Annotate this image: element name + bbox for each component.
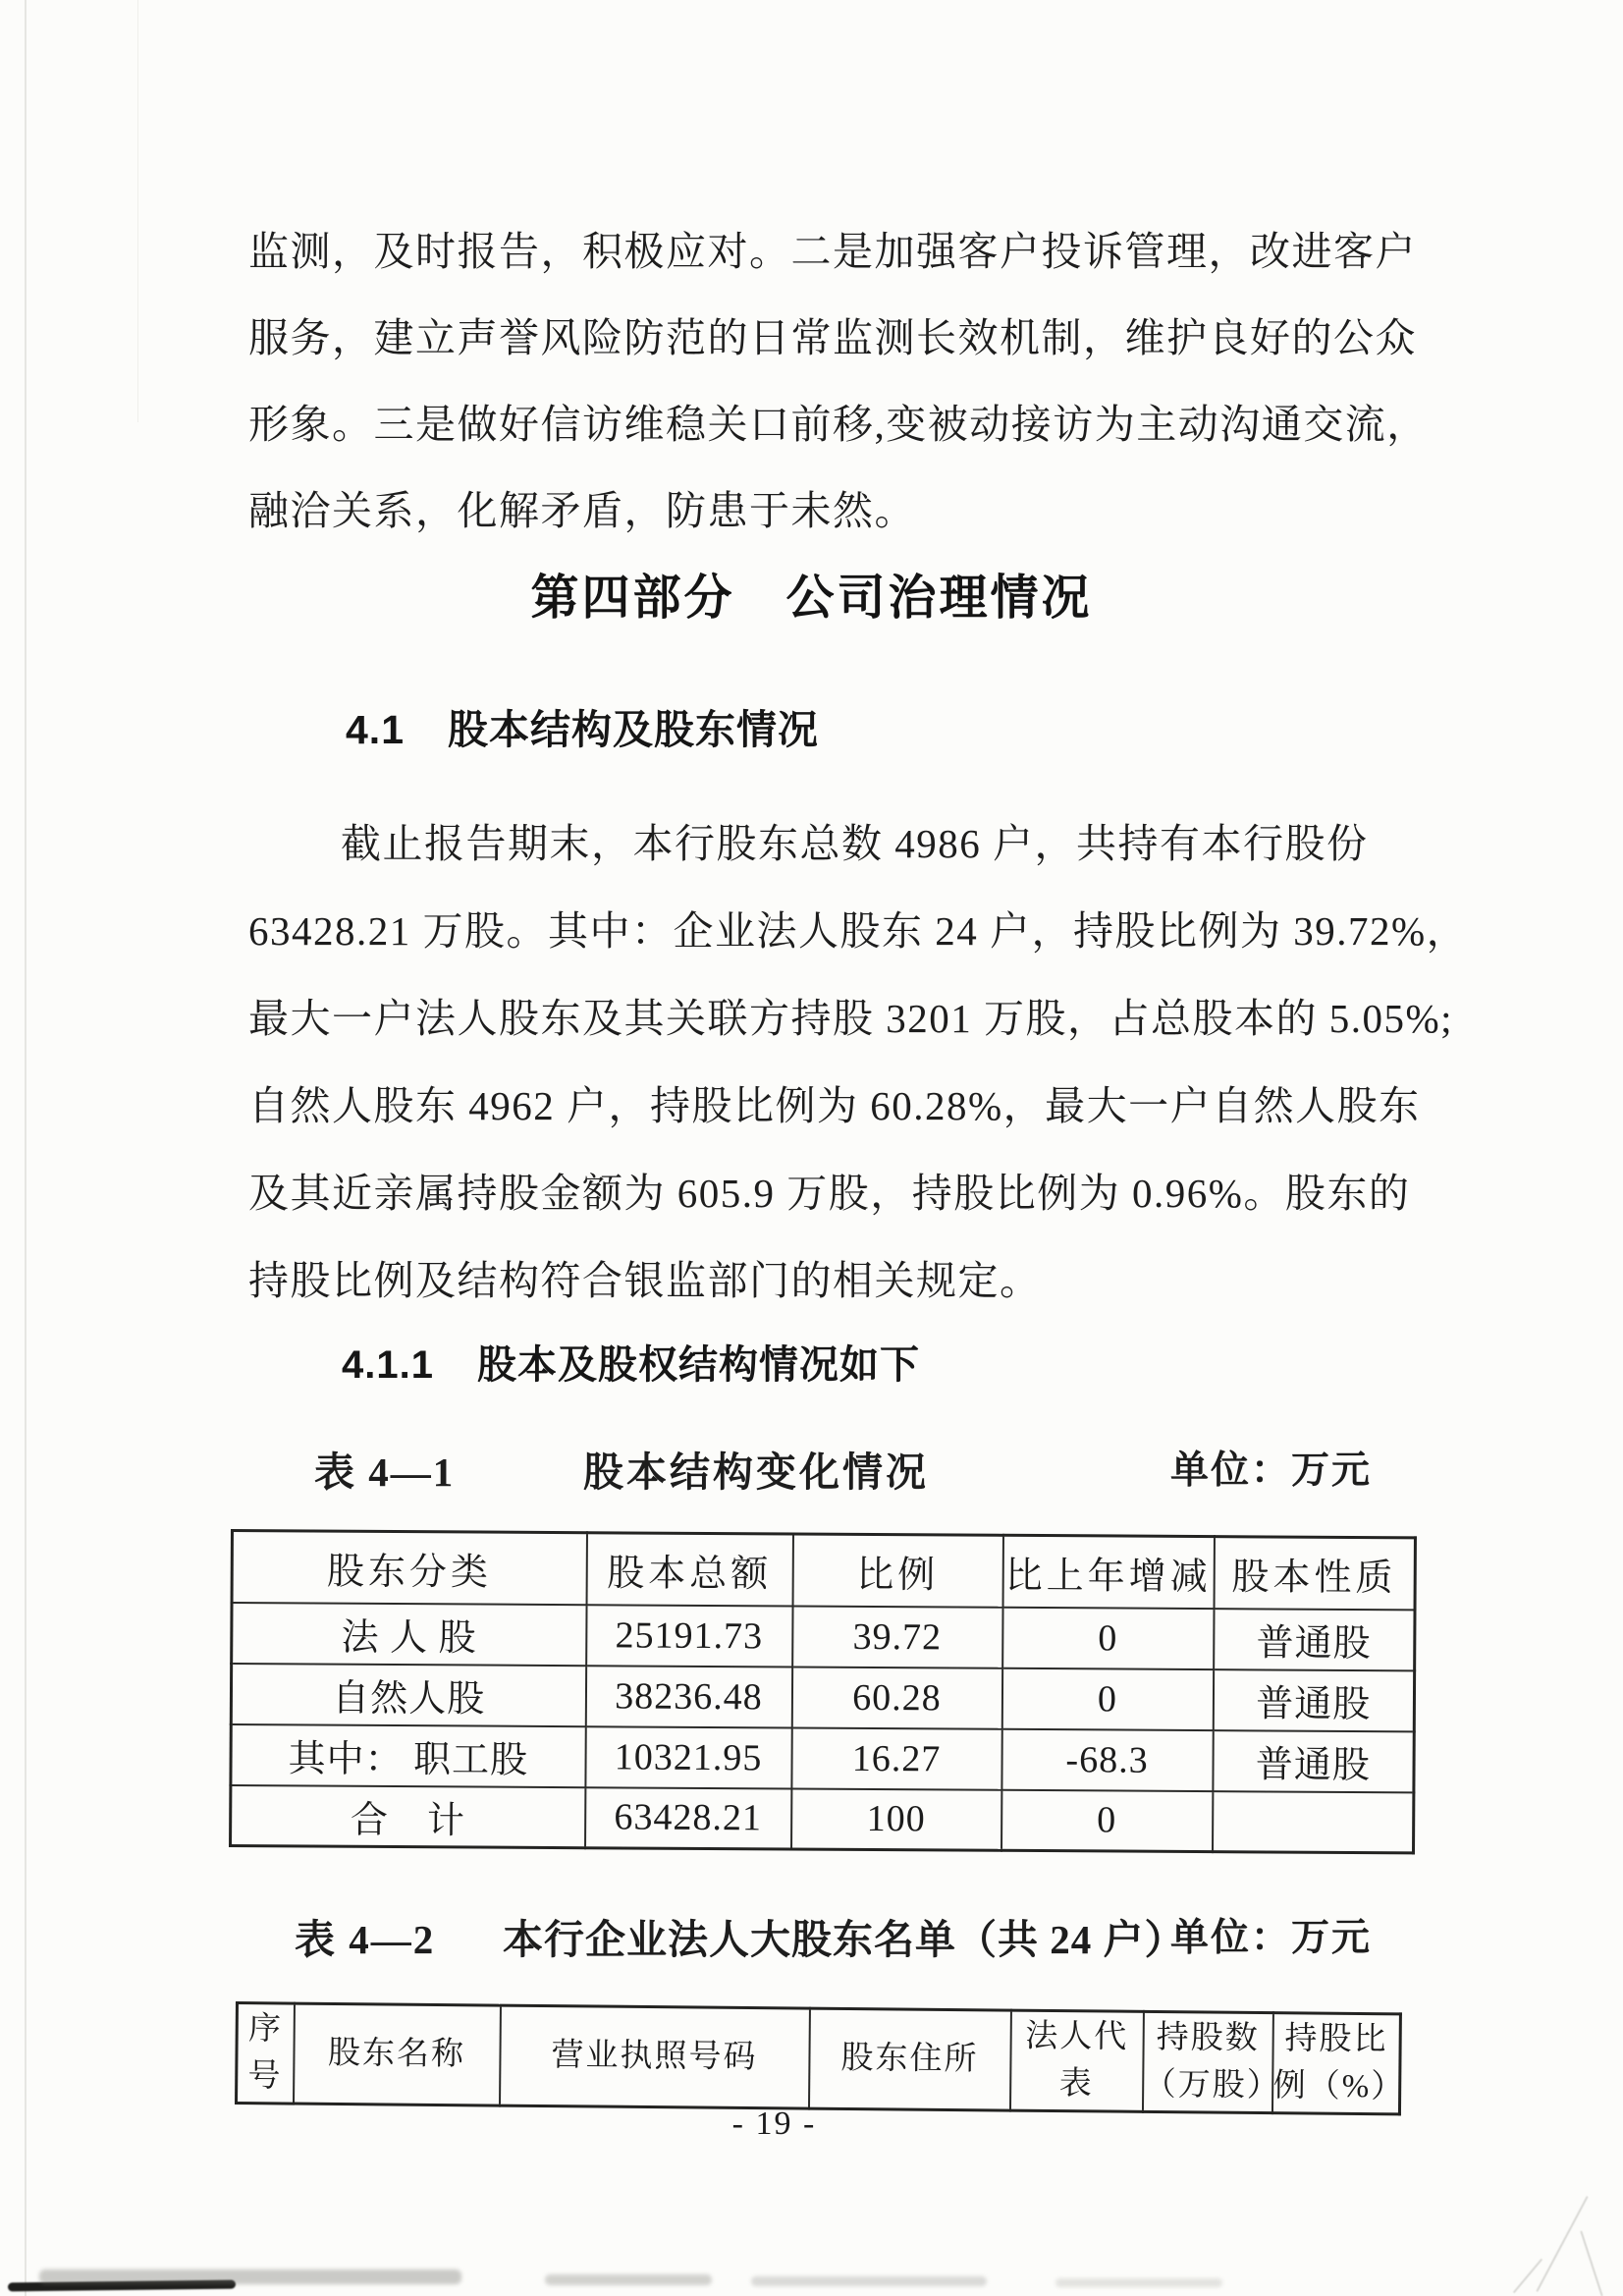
paragraph-risk-measures — [248, 208, 1429, 554]
section-heading-4-1 — [346, 697, 819, 755]
cell: -68.3 — [1001, 1728, 1213, 1790]
col-header: 股本性质 — [1214, 1537, 1415, 1610]
table-row — [231, 1724, 1414, 1792]
section-number: 4.1 — [346, 707, 405, 752]
col-header: 营业执照号码 — [499, 2005, 809, 2108]
cell: 其中： 职工股 — [231, 1724, 585, 1787]
table2-tag: 表 4—2 — [295, 1917, 436, 1962]
scan-artifact-vertical-line — [137, 0, 138, 422]
paragraph-shareholder-stats — [248, 800, 1469, 1325]
cell: 39.72 — [792, 1606, 1002, 1667]
share-structure-table — [229, 1529, 1417, 1854]
table2-title: 本行企业法人大股东名单（共 24 户） — [503, 1917, 1186, 1962]
cell: 0 — [1002, 1607, 1214, 1668]
text-line: 截止报告期末，本行股东总数 4986 户，共持有本行股份 — [341, 821, 1369, 866]
scan-smudge — [751, 2276, 987, 2286]
major-shareholders-table-wrapper — [235, 2001, 1406, 2115]
scan-smudge — [1055, 2278, 1222, 2287]
cell: 普通股 — [1214, 1609, 1415, 1670]
text-line: 形象。三是做好信访维稳关口前移,变被动接访为主动沟通交流， — [248, 402, 1429, 447]
section-heading-4-1-1 — [342, 1334, 920, 1390]
col-header: 比上年增减 — [1002, 1535, 1214, 1608]
table1-tag: 表 4—1 — [314, 1449, 456, 1495]
col-header: 比例 — [792, 1534, 1002, 1607]
text-line: 及其近亲属持股金额为 605.9 万股，持股比例为 0.96%。股东的 — [248, 1171, 1411, 1216]
cell: 自然人股 — [231, 1664, 585, 1726]
col-header: 股东名称 — [294, 2003, 501, 2105]
table-header-row — [237, 2003, 1401, 2114]
cell: 100 — [791, 1788, 1001, 1850]
scan-smudge — [39, 2269, 461, 2284]
part-heading: 第四部分 公司治理情况 — [530, 572, 1093, 625]
table2-caption — [0, 1907, 1623, 1960]
section-title: 股本结构及股东情况 — [448, 707, 819, 752]
cell: 63428.21 — [585, 1787, 791, 1849]
cell: 法 人 股 — [232, 1603, 586, 1666]
text-line: 监测，及时报告，积极应对。二是加强客户投诉管理，改进客户 — [248, 229, 1417, 274]
text-line: 63428.21 万股。其中：企业法人股东 24 户，持股比例为 39.72%， — [248, 908, 1469, 954]
major-shareholders-table — [235, 2001, 1406, 2115]
cell: 0 — [1001, 1667, 1213, 1729]
col-header: 序 号 — [237, 2003, 295, 2105]
table2-unit: 单位：万元 — [1170, 1917, 1373, 1959]
table-row — [231, 1664, 1414, 1731]
scan-scratch — [1580, 2230, 1603, 2296]
text-line: 最大一户法人股东及其关联方持股 3201 万股，占总股本的 5.05%; — [248, 996, 1454, 1041]
table1-unit: 单位：万元 — [1170, 1449, 1373, 1492]
table1-title: 股本结构变化情况 — [583, 1449, 929, 1495]
cell: 60.28 — [791, 1667, 1001, 1728]
section-title: 股本及股权结构情况如下 — [476, 1343, 920, 1387]
page-number: - 19 - — [731, 2105, 817, 2142]
cell: 普通股 — [1213, 1730, 1414, 1792]
col-header: 股东住所 — [808, 2008, 1010, 2110]
col-header: 持股数 （万股） — [1142, 2011, 1272, 2112]
share-structure-table-wrapper — [229, 1529, 1417, 1854]
cell — [1213, 1791, 1414, 1853]
col-header: 股本总额 — [586, 1533, 792, 1606]
table1-caption — [0, 1440, 1623, 1493]
cell: 0 — [1001, 1789, 1213, 1851]
cell: 38236.48 — [585, 1666, 791, 1727]
cell: 合 计 — [231, 1785, 585, 1848]
cell: 25191.73 — [586, 1605, 792, 1667]
text-line: 服务，建立声誉风险防范的日常监测长效机制，维护良好的公众 — [248, 315, 1417, 360]
cell: 10321.95 — [585, 1726, 791, 1788]
cell: 普通股 — [1213, 1669, 1414, 1731]
text-line: 持股比例及结构符合银监部门的相关规定。 — [248, 1258, 1042, 1303]
text-line: 自然人股东 4962 户，持股比例为 60.28%，最大一户自然人股东 — [248, 1083, 1421, 1128]
scan-scratch — [1536, 2196, 1588, 2292]
table-header-row — [232, 1531, 1415, 1610]
scan-smudge — [545, 2274, 712, 2285]
col-header: 法人代 表 — [1009, 2010, 1143, 2111]
section-number: 4.1.1 — [342, 1343, 434, 1387]
text-line: 融洽关系，化解矛盾，防患于未然。 — [248, 488, 916, 533]
table-row — [231, 1785, 1414, 1853]
col-header: 股东分类 — [232, 1531, 586, 1605]
cell: 16.27 — [791, 1727, 1001, 1789]
col-header: 持股比 例（%） — [1271, 2013, 1400, 2114]
table-row — [232, 1603, 1415, 1670]
